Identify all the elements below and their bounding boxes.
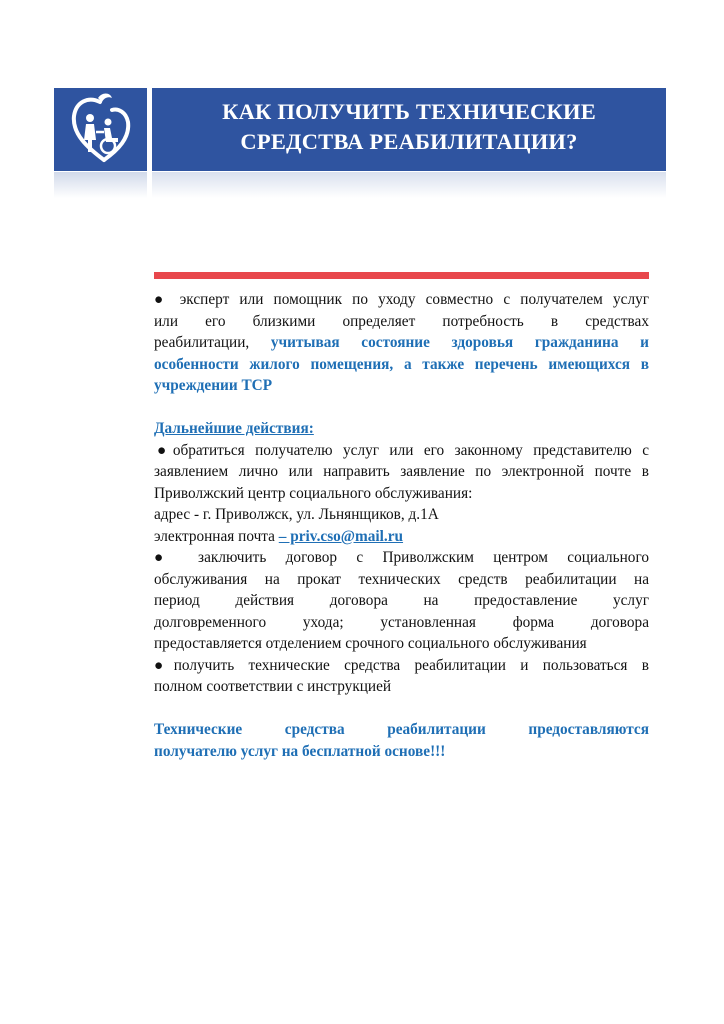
para1-line3: реабилитации, учитывая состояние здоровья гражданина и <box>154 334 649 351</box>
email-line: электронная почта – priv.cso@mail.ru <box>154 527 404 545</box>
para1-line5: учреждении ТСР <box>154 377 273 394</box>
logo <box>54 88 147 171</box>
step3-line2: полном соответствии с инструкцией <box>154 678 392 695</box>
title-line-2: СРЕДСТВА РЕАБИЛИТАЦИИ? <box>240 129 578 154</box>
title-line-1: КАК ПОЛУЧИТЬ ТЕХНИЧЕСКИЕ <box>222 99 596 124</box>
step3-line1: ●получить технические средства реабилитации и пользоваться в <box>154 656 649 674</box>
step2-line4: долговременного ухода; установленная форма договора <box>154 613 649 631</box>
para1-line2: или его близкими определяет потребность в средствах <box>154 312 649 330</box>
page-title <box>152 97 666 157</box>
header-reflection <box>152 172 666 198</box>
step2-line2: обслуживания на прокат технических средств реабилитации на <box>154 570 649 588</box>
email-link[interactable]: – priv.cso@mail.ru <box>278 527 404 545</box>
footer-note-line1: Технические средства реабилитации предоставляются <box>154 721 649 738</box>
document-body <box>154 289 649 762</box>
footer-note-line2: получателю услуг на бесплатной основе!!! <box>154 742 446 760</box>
header-banner <box>152 88 666 171</box>
step1-line3: Приволжский центр социального обслуживания: <box>154 484 473 502</box>
step2-line1: ● заключить договор с Приволжским центром социального <box>154 549 649 566</box>
next-steps-heading: Дальнейшие действия: <box>154 420 314 437</box>
caregiver-wheelchair-heart-icon <box>54 88 147 171</box>
step2-line3: период действия договора на предоставление услуг <box>154 592 649 609</box>
step1-line2: заявлением лично или направить заявление по электронной почте в <box>154 463 649 480</box>
logo-reflection <box>54 172 147 198</box>
address: адрес - г. Приволжск, ул. Льнянщиков, д.1А <box>154 506 439 523</box>
para1-line1: ● эксперт или помощник по уходу совместно с получателем услуг <box>154 291 649 308</box>
bullet: ● <box>154 291 170 308</box>
para1-line4: особенности жилого помещения, а также перечень имеющихся в <box>154 355 649 373</box>
red-divider <box>154 272 649 279</box>
step1-line1: ●обратиться получателю услуг или его законному представителю с <box>157 441 649 459</box>
step2-line5: предоставляется отделением срочного социального обслуживания <box>154 635 587 652</box>
